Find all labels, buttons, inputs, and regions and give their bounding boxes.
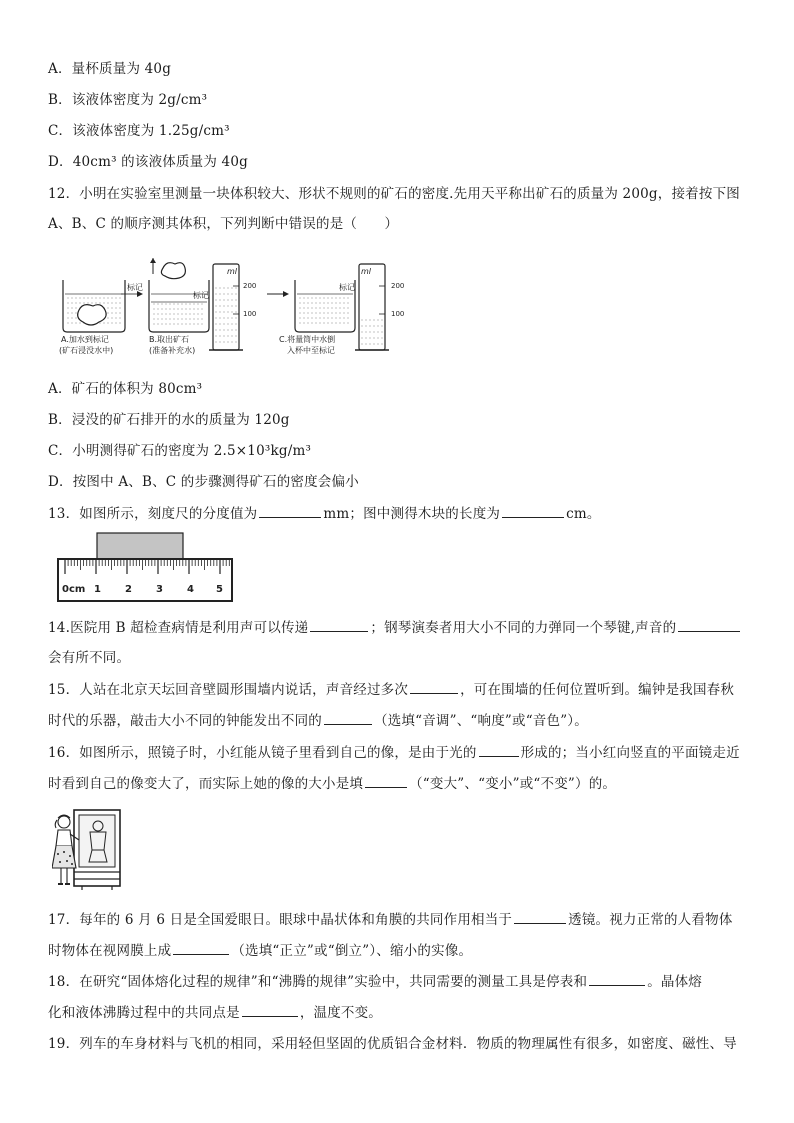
q16-part2: 形成的；当小红向竖直的平面镜走近 <box>520 745 740 761</box>
ruler-tick-2: 2 <box>125 584 132 595</box>
q12-stem-line1: 12．小明在实验室里测量一块体积较大、形状不规则的矿石的密度.先用天平称出矿石的质量为 200g，接着按下图 <box>48 186 740 202</box>
q17-line2-part2: （选填“正立”或“倒立”）、缩小的实像。 <box>231 943 473 959</box>
q15-part2: ，可在围墙的任何位置听到。编钟是我国春秋 <box>460 682 735 698</box>
caption-a2: (矿石浸没水中) <box>59 346 114 355</box>
q14-part2: ；钢琴演奏者用大小不同的力弹同一个琴键,声音的 <box>370 620 677 636</box>
q18-blank-1[interactable] <box>589 973 645 986</box>
caption-a1: A.加水到标记 <box>61 335 109 344</box>
q18-part1: 18．在研究“固体熔化过程的规律”和“沸腾的规律”实验中，共同需要的测量工具是停表和 <box>48 974 588 990</box>
q11-option-d: D．40cm³ 的该液体质量为 40g <box>48 154 248 170</box>
ruler-tick-1: 1 <box>94 584 101 595</box>
q17-part2: 透镜。视力正常的人看物体 <box>568 912 733 928</box>
q16-line2-part1: 时看到自己的像变大了，而实际上她的像的大小是填 <box>48 776 364 792</box>
cyl1-unit: ml <box>227 267 238 276</box>
wood-block <box>97 533 183 559</box>
ruler-tick-3: 3 <box>156 584 163 595</box>
q17-blank-1[interactable] <box>514 911 566 924</box>
q17-line2-part1: 时物体在视网膜上成 <box>48 943 172 959</box>
q12-option-c: C．小明测得矿石的密度为 2.5×10³kg/m³ <box>48 443 312 459</box>
q14-line2: 会有所不同。 <box>48 650 131 666</box>
ruler-tick-5: 5 <box>216 584 223 595</box>
q15-line1 <box>48 678 734 698</box>
cyl2-tick-200: 200 <box>391 282 405 290</box>
caption-c2: 入杯中至标记 <box>287 346 335 355</box>
q16-blank-2[interactable] <box>365 775 407 788</box>
q17-blank-2[interactable] <box>173 942 229 955</box>
q16-line2 <box>48 772 616 792</box>
q13-blank-2[interactable] <box>502 505 564 518</box>
q13-part2: mm；图中测得木块的长度为 <box>323 506 501 522</box>
caption-b2: (准备补充水) <box>149 346 196 355</box>
q11-option-b: B．该液体密度为 2g/cm³ <box>48 92 208 108</box>
q15-line2-part2: （选填“音调”、“响度”或“音色”）。 <box>374 713 588 729</box>
q18-line2-part2: ，温度不变。 <box>299 1005 383 1021</box>
label-mark-b: 标记 <box>193 291 209 300</box>
q15-blank-1[interactable] <box>410 681 458 694</box>
caption-b1: B.取出矿石 <box>149 335 190 344</box>
q15-blank-2[interactable] <box>324 712 372 725</box>
q15-line2 <box>48 709 588 729</box>
q14-line1 <box>48 616 742 636</box>
q14-blank-1[interactable] <box>310 619 368 632</box>
cyl2-unit: ml <box>361 267 372 276</box>
q16-line1 <box>48 741 740 761</box>
caption-c1: C.将量筒中水倒 <box>279 335 336 344</box>
q13-part1: 13．如图所示，刻度尺的分度值为 <box>48 506 258 522</box>
q16-blank-1[interactable] <box>479 744 519 757</box>
q16-line2-part2: （“变大”、“变小”或“不变”）的。 <box>409 776 617 792</box>
cyl2-tick-100: 100 <box>391 310 405 318</box>
q18-line2 <box>48 1001 382 1021</box>
q12-option-a: A．矿石的体积为 80cm³ <box>48 381 203 397</box>
q17-line2 <box>48 939 472 959</box>
cyl1-tick-200: 200 <box>243 282 257 290</box>
q11-option-c: C．该液体密度为 1.25g/cm³ <box>48 123 230 139</box>
q17-part1: 17．每年的 6 月 6 日是全国爱眼日。眼球中晶状体和角膜的共同作用相当于 <box>48 912 513 928</box>
q12-option-b: B．浸没的矿石排开的水的质量为 120g <box>48 412 290 428</box>
q13-part3: cm。 <box>566 506 601 522</box>
label-mark-c: 标记 <box>339 283 355 292</box>
q12-figure-cyl2-labels <box>355 258 405 358</box>
mirror-figure <box>52 806 128 890</box>
q18-blank-2[interactable] <box>242 1004 298 1017</box>
q18-line1 <box>48 970 702 990</box>
q13-blank-1[interactable] <box>259 505 321 518</box>
q13-line <box>48 502 601 522</box>
q12-stem-line2: A、B、C 的顺序测其体积，下列判断中错误的是（ ） <box>48 216 399 232</box>
q15-line2-part1: 时代的乐器，敲击大小不同的钟能发出不同的 <box>48 713 322 729</box>
q12-figure <box>55 258 395 358</box>
q15-part1: 15．人站在北京天坛回音壁圆形围墙内说话，声音经过多次 <box>48 682 409 698</box>
ruler-tick-4: 4 <box>187 584 194 595</box>
q18-line2-part1: 化和液体沸腾过程中的共同点是 <box>48 1005 240 1021</box>
q19-line1: 19．列车的车身材料与飞机的相同，采用轻但坚固的优质铝合金材料．物质的物理属性有很多，如密度、磁性、导 <box>48 1036 737 1052</box>
q14-blank-2[interactable] <box>678 619 740 632</box>
q12-option-d: D．按图中 A、B、C 的步骤测得矿石的密度会偏小 <box>48 474 359 490</box>
measuring-cylinder-1 <box>209 264 243 350</box>
q14-part1: 14.医院用 B 超检查病情是利用声可以传递 <box>48 620 309 636</box>
ruler-figure <box>55 530 237 606</box>
q16-part1: 16．如图所示，照镜子时，小红能从镜子里看到自己的像，是由于光的 <box>48 745 477 761</box>
q11-option-a: A．量杯质量为 40g <box>48 61 172 77</box>
q17-line1 <box>48 908 733 928</box>
ruler-unit-label: 0cm <box>62 584 86 595</box>
label-mark-a: 标记 <box>127 283 143 292</box>
cyl1-tick-100: 100 <box>243 310 257 318</box>
q18-part2: 。晶体熔 <box>647 974 702 990</box>
